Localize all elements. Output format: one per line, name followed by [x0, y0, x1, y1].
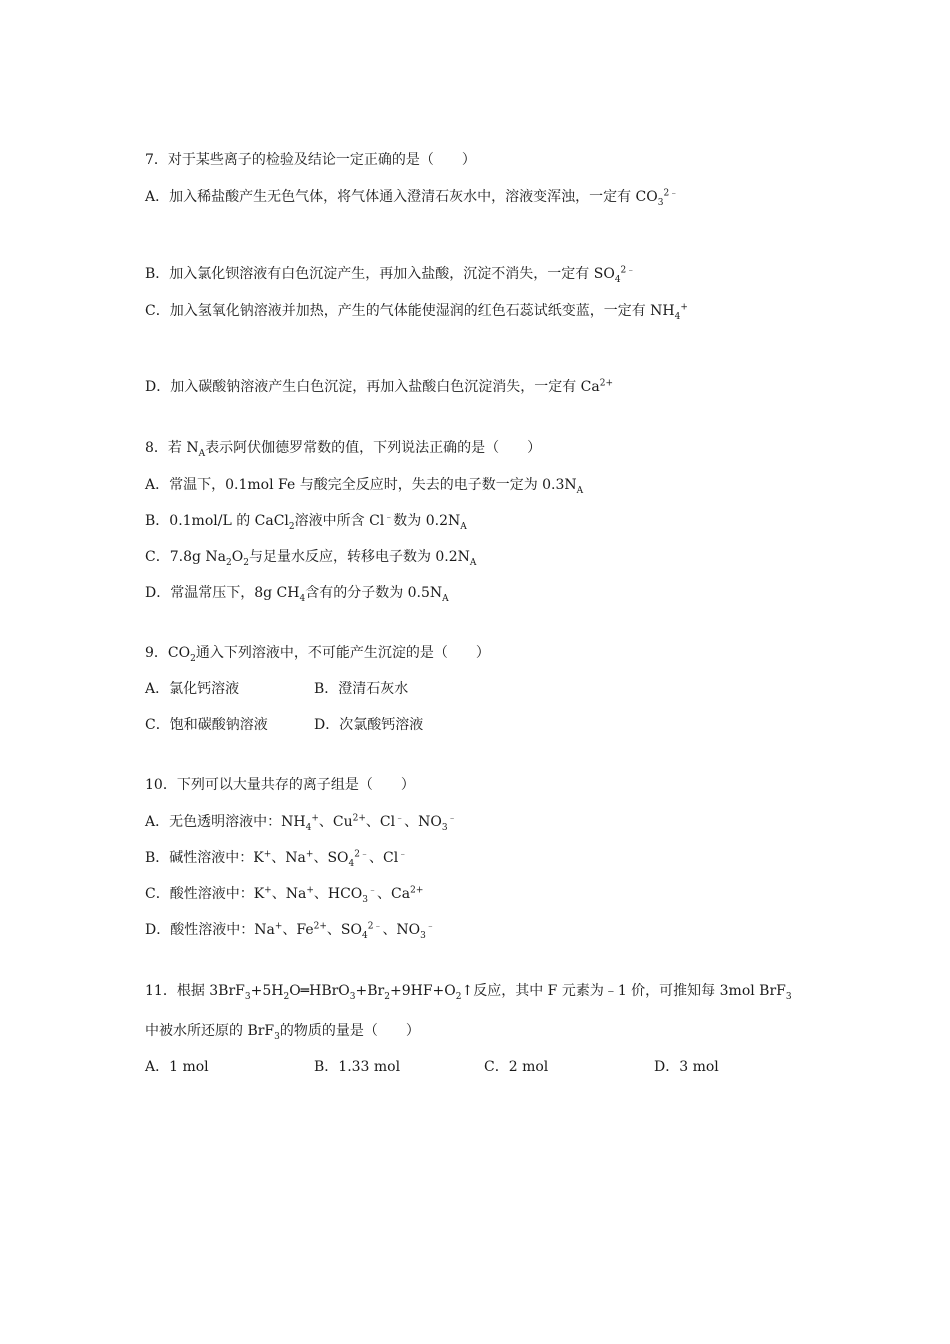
q7-option-c: C．加入氢氧化钠溶液并加热，产生的气体能使湿润的红色石蕊试纸变蓝，一定有 $NH_4^+$ [145, 302, 688, 322]
q9-option-a: A．氯化钙溶液 [145, 681, 240, 697]
q9-stem: 9．$CO_2$通入下列溶液中，不可能产生沉淀的是（ ） [145, 645, 490, 664]
q9-option-d: D．次氯酸钙溶液 [314, 717, 424, 733]
q7-option-d: D．加入碳酸钠溶液产生白色沉淀，再加入盐酸白色沉淀消失，一定有 $Ca^{2+}$ [145, 378, 614, 395]
q11-stem-line1: 11．根据 $3BrF_3+5H_2O═HBrO_3+Br_2+9HF+O_2↑$反应，其中 F 元素为﹣1 价，可推知每 3mol BrF$_3$ [145, 983, 792, 1002]
q11-stem-line2: 中被水所还原的 BrF$_3$的物质的量是（ ） [145, 1023, 420, 1042]
q11-option-a: A．1 mol [145, 1059, 209, 1075]
q8-option-c: C．7.8g $Na_2O_2$与足量水反应，转移电子数为 $0.2N_A$ [145, 549, 477, 568]
q11-option-c: C．2 mol [484, 1059, 549, 1075]
q8-stem: 8．若 $N_A$表示阿伏伽德罗常数的值，下列说法正确的是（ ） [145, 440, 542, 459]
q11-option-d: D．3 mol [654, 1059, 719, 1075]
q10-option-b: B．碱性溶液中：K+、Na+、$SO_4^{2﹣}$、Cl﹣ [145, 849, 408, 869]
q9-option-b: B．澄清石灰水 [314, 681, 409, 697]
q11-option-b: B．1.33 mol [314, 1059, 401, 1075]
q7-stem: 7．对于某些离子的检验及结论一定正确的是（ ） [145, 152, 476, 168]
q10-option-d: D．酸性溶液中：Na+、$Fe^{2+}$、$SO_4^{2﹣}$、$NO_3^﹣$ [145, 921, 435, 941]
q8-option-b: B．0.1mol/L 的 CaCl$_2$溶液中所含 Cl﹣数为 $0.2N_A$ [145, 512, 467, 532]
q10-option-a: A．无色透明溶液中：$NH_4^+$、$Cu^{2+}$、Cl﹣、$NO_3^﹣$ [145, 813, 457, 833]
q7-option-b: B．加入氯化钡溶液有白色沉淀产生，再加入盐酸，沉淀不消失，一定有 $SO_4^{2﹣}$ [145, 265, 636, 285]
q8-option-a: A．常温下，0.1mol Fe 与酸完全反应时，失去的电子数一定为 $0.3N_A$ [145, 477, 584, 496]
q10-option-c: C．酸性溶液中：K+、Na+、$HCO_3^﹣$、$Ca^{2+}$ [145, 885, 424, 905]
q7-option-a: A．加入稀盐酸产生无色气体，将气体通入澄清石灰水中，溶液变浑浊，一定有 $CO_3^{2﹣}$ [145, 188, 679, 208]
q9-option-c: C．饱和碳酸钠溶液 [145, 717, 268, 733]
q10-stem: 10．下列可以大量共存的离子组是（ ） [145, 777, 415, 793]
q8-option-d: D．常温常压下，8g $CH_4$含有的分子数为 $0.5N_A$ [145, 585, 449, 604]
